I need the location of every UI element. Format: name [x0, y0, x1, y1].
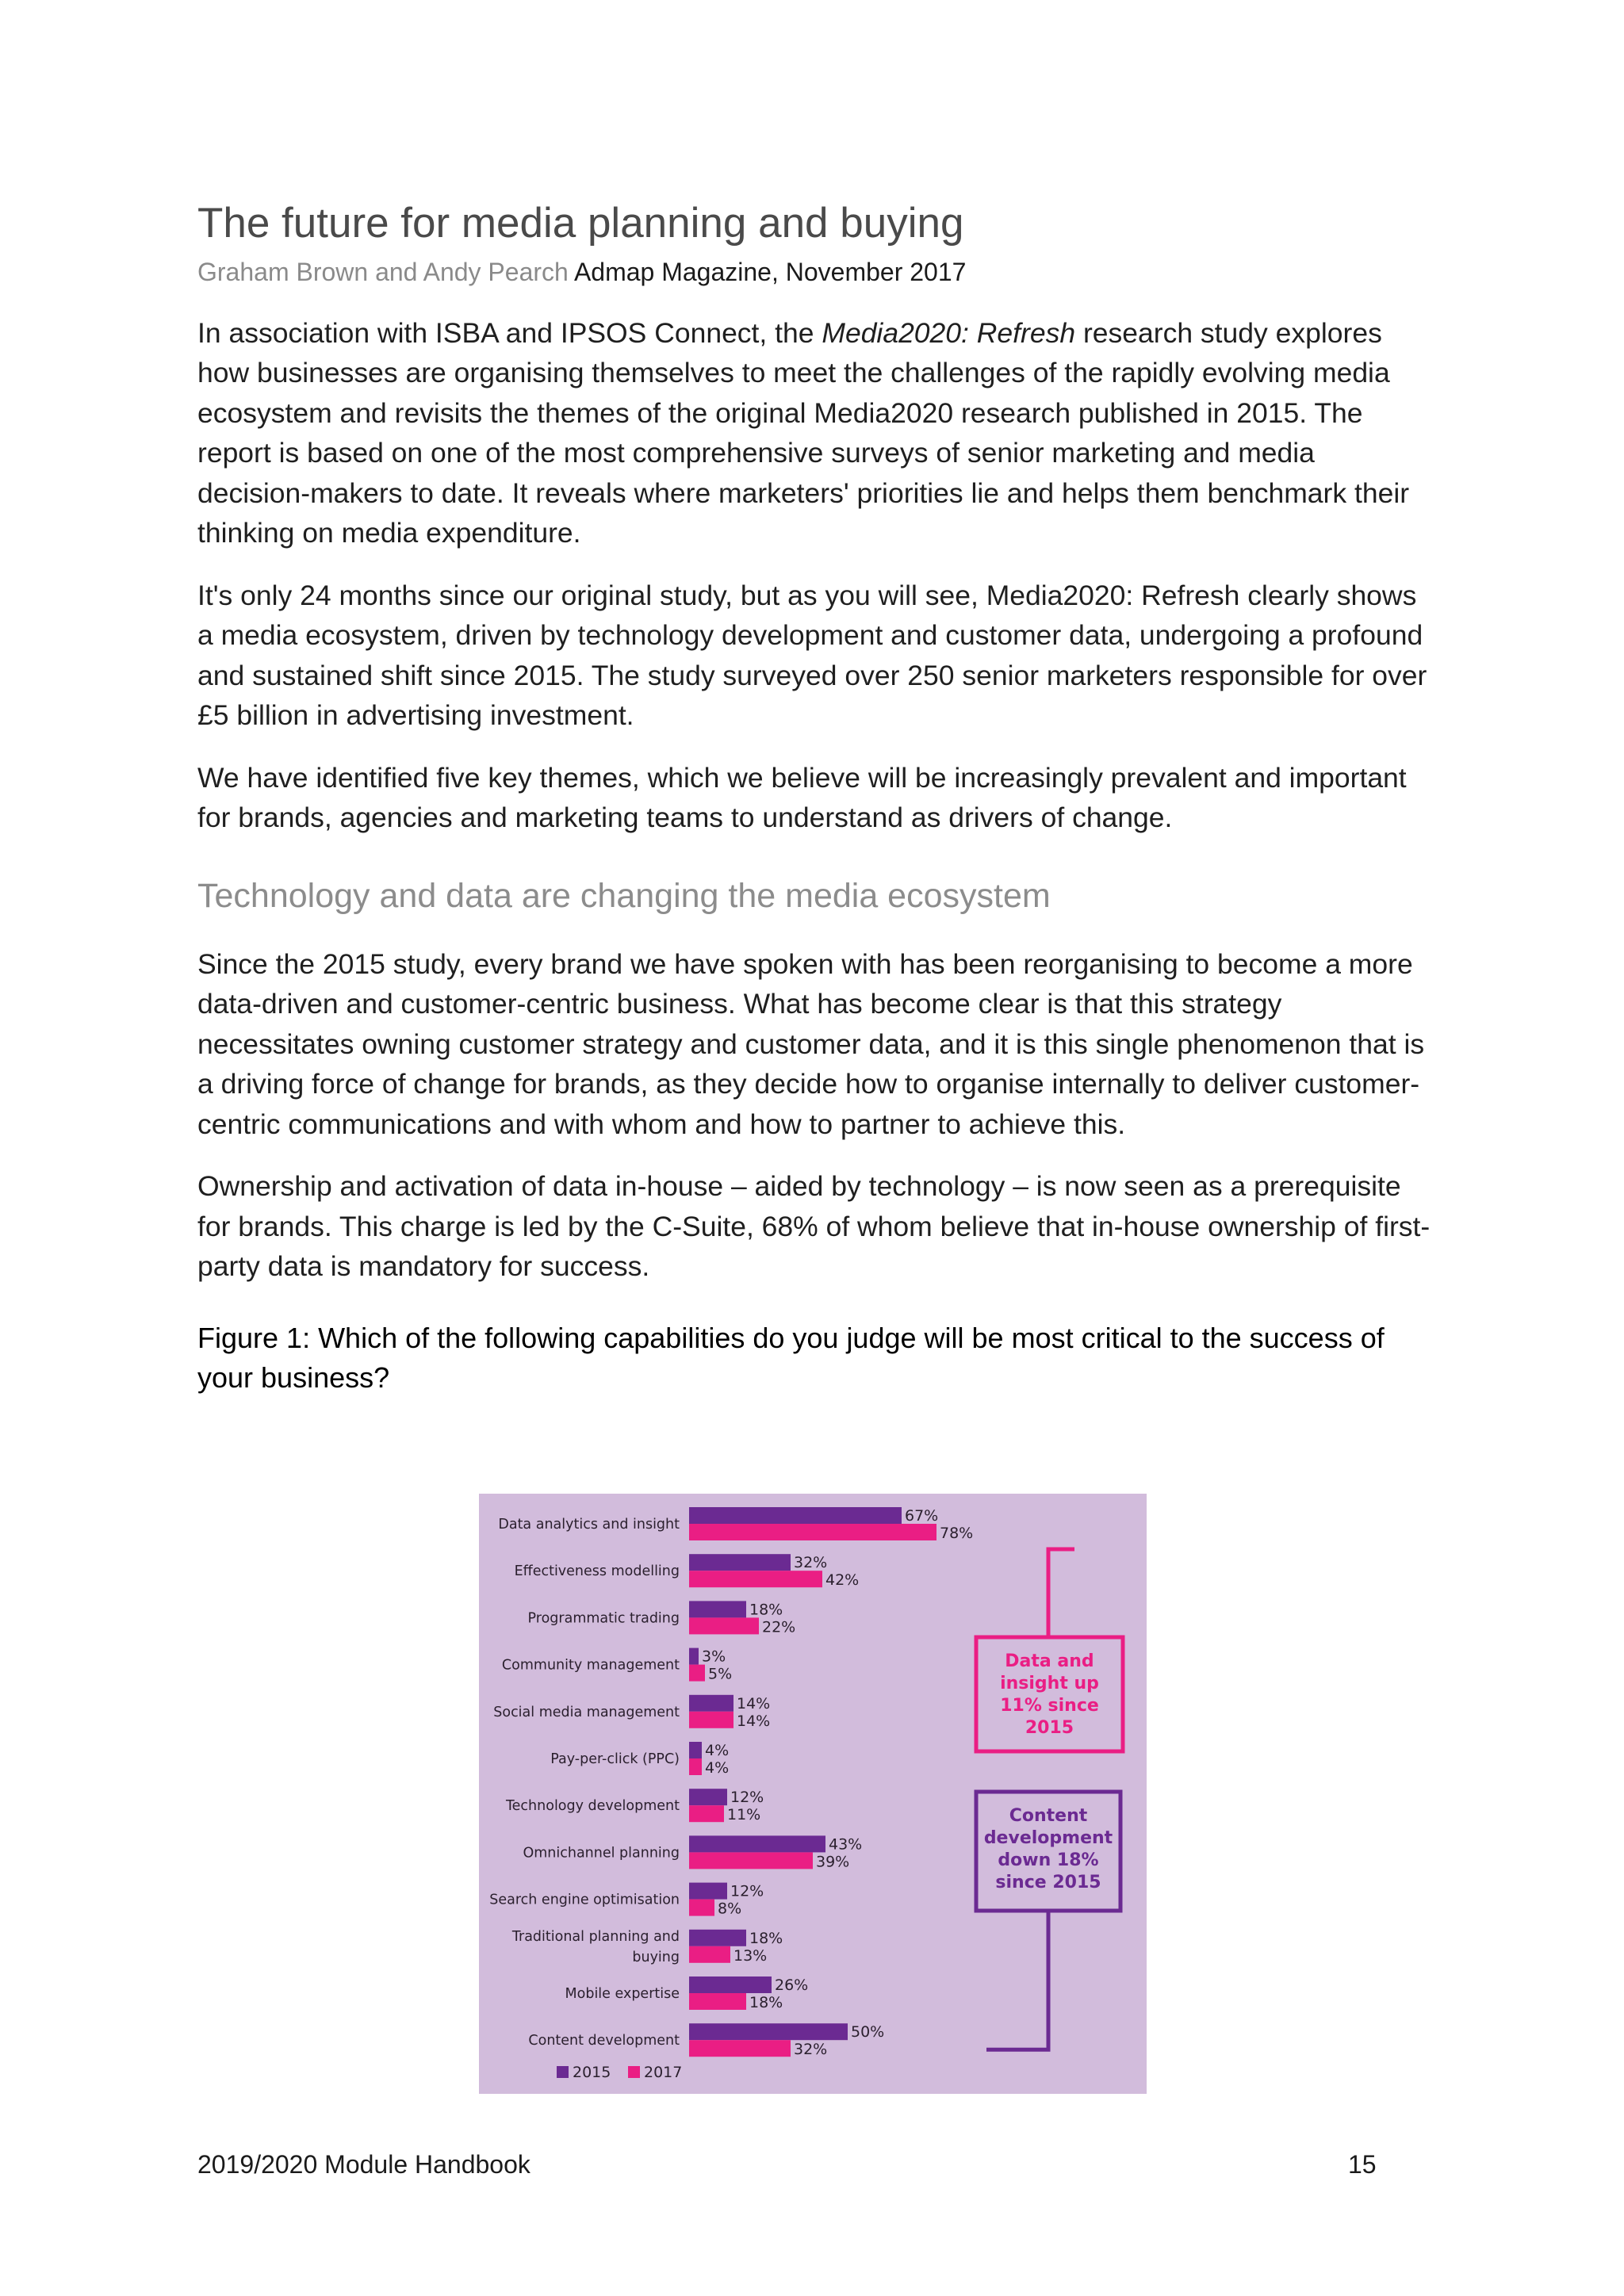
- data-label-2017: 78%: [940, 1525, 974, 1542]
- bar-2017: [689, 1758, 702, 1775]
- data-label-2017: 11%: [727, 1806, 761, 1824]
- bar-2015: [689, 1507, 902, 1524]
- bar-2015: [689, 1835, 825, 1852]
- annotation-text: insight up: [1000, 1674, 1099, 1693]
- byline-source: Admap Magazine, November 2017: [568, 257, 967, 286]
- annotation-text: 11% since: [1000, 1696, 1099, 1716]
- paragraph-3: We have identified five key themes, which we believe will be increasingly prevalent and important for brands, agencies and marketing teams to understand as drivers of change.: [197, 761, 1407, 834]
- data-label-2015: 32%: [794, 1554, 828, 1572]
- annotation-text: development: [983, 1828, 1113, 1848]
- data-label-2015: 18%: [749, 1601, 783, 1619]
- bar-2015: [689, 1976, 772, 1993]
- category-label: Technology development: [505, 1798, 680, 1815]
- connector-content: [986, 1911, 1048, 2049]
- bar-2017: [689, 1852, 813, 1869]
- data-label-2017: 42%: [825, 1571, 860, 1590]
- bar-2017: [689, 1993, 746, 2010]
- data-label-2015: 26%: [775, 1976, 809, 1994]
- data-label-2017: 13%: [733, 1946, 768, 1965]
- category-label: Community management: [501, 1657, 680, 1674]
- bar-2017: [689, 1805, 724, 1822]
- byline: [197, 255, 1434, 289]
- bar-2015: [689, 1554, 791, 1571]
- category-label: Data analytics and insight: [498, 1517, 680, 1533]
- data-label-2017: 18%: [749, 1994, 783, 2011]
- legend-swatch-2015: [557, 2066, 569, 2078]
- bar-2015: [689, 1930, 746, 1946]
- footer-page-number: 15: [1348, 2150, 1377, 2179]
- bar-2017: [689, 1617, 759, 1634]
- data-label-2015: 18%: [749, 1929, 783, 1947]
- data-label-2017: 22%: [762, 1618, 796, 1636]
- annotation-text: 2015: [1025, 1718, 1074, 1738]
- bar-2015: [689, 1883, 727, 1900]
- bar-2017: [689, 1571, 822, 1587]
- category-label: Content development: [528, 2033, 680, 2049]
- paragraph-2: It's only 24 months since our original study, but as you will see, Media2020: Refresh clearly shows a media ecosystem, driven by technology development and customer data, undergoing a profound and sustained shift since 2015. The study surveyed over 250 senior marketers responsible for over £5 billion in advertising investment.: [197, 579, 1427, 732]
- legend-label-2017: 2017: [644, 2064, 683, 2081]
- study-title: Media2020: Refresh: [822, 316, 1076, 349]
- bar-chart-svg: [479, 1494, 1147, 2094]
- bar-2017: [689, 1665, 705, 1682]
- legend-swatch-2017: [628, 2066, 640, 2078]
- data-label-2015: 50%: [851, 2023, 885, 2042]
- bar-2017: [689, 1900, 714, 1916]
- data-label-2015: 67%: [905, 1507, 939, 1525]
- category-label: Effectiveness modelling: [514, 1563, 680, 1580]
- annotation-text: Content: [1009, 1806, 1088, 1826]
- legend-label-2015: 2015: [573, 2064, 611, 2081]
- data-label-2017: 4%: [705, 1759, 730, 1777]
- data-label-2017: 14%: [737, 1712, 771, 1730]
- category-label: Programmatic trading: [527, 1610, 680, 1627]
- category-label: Traditional planning and: [511, 1928, 680, 1945]
- article-title: The future for media planning and buying: [197, 200, 964, 247]
- bar-2017: [689, 1946, 730, 1963]
- figure-1-chart: [479, 1494, 1147, 2094]
- data-label-2015: 12%: [730, 1789, 764, 1807]
- data-label-2017: 32%: [794, 2041, 828, 2059]
- category-label: Social media management: [493, 1704, 680, 1720]
- bar-2015: [689, 1601, 746, 1617]
- connector-data: [1048, 1549, 1074, 1637]
- category-label: Search engine optimisation: [489, 1892, 680, 1908]
- bar-2015: [689, 1742, 702, 1758]
- bar-2017: [689, 2040, 791, 2057]
- bar-2015: [689, 1695, 733, 1712]
- data-label-2017: 8%: [718, 1900, 742, 1918]
- data-label-2015: 12%: [730, 1882, 764, 1900]
- paragraph-1-end: research study explores how businesses are organising themselves to meet the challenges of the rapidly evolving media ecosystem and revisits the themes of the original Media2020 research published in 2015. The report is based on one of the most comprehensive surveys of senior marketing and media decision-makers to date. It reveals where marketers' priorities lie and helps them benchmark their thinking on media expenditure.: [197, 316, 1410, 549]
- annotation-text: Data and: [1005, 1651, 1094, 1671]
- data-label-2017: 39%: [816, 1853, 850, 1871]
- figure-caption: Figure 1: Which of the following capabilities do you judge will be most critical to the success of your business?: [197, 1321, 1385, 1394]
- section-heading: Technology and data are changing the media ecosystem: [197, 876, 1051, 915]
- data-label-2017: 5%: [708, 1665, 733, 1683]
- bar-2017: [689, 1712, 733, 1728]
- bar-2015: [689, 1648, 699, 1665]
- category-label: Mobile expertise: [565, 1986, 680, 2002]
- annotation-text: down 18%: [998, 1850, 1099, 1870]
- data-label-2015: 3%: [702, 1647, 726, 1666]
- paragraph-1: [197, 313, 1434, 553]
- category-label: Pay-per-click (PPC): [550, 1751, 680, 1767]
- byline-authors: Graham Brown and Andy Pearch: [197, 257, 569, 286]
- bar-2015: [689, 2023, 848, 2040]
- category-label: Omnichannel planning: [523, 1845, 680, 1862]
- data-label-2015: 4%: [705, 1742, 730, 1759]
- bar-2015: [689, 1789, 727, 1805]
- article: [197, 198, 1434, 1398]
- paragraph-5: Ownership and activation of data in-house – aided by technology – is now seen as a prerequisite for brands. This charge is led by the C-Suite, 68% of whom believe that in-house ownership of first-party data is mandatory for success.: [197, 1170, 1431, 1283]
- category-label: buying: [632, 1949, 680, 1965]
- paragraph-4: Since the 2015 study, every brand we have spoken with has been reorganising to become a more data-driven and customer-centric business. What has become clear is that this strategy necessitates owning customer strategy and customer data, and it is this single phenomenon that is a driving force of change for brands, as they decide how to organise internally to deliver customer-centric communications and with whom and how to partner to achieve this.: [197, 947, 1425, 1140]
- paragraph-1-start: In association with ISBA and IPSOS Connect, the: [197, 316, 822, 349]
- footer-left: 2019/2020 Module Handbook: [197, 2150, 530, 2179]
- annotation-text: since 2015: [995, 1873, 1101, 1892]
- data-label-2015: 14%: [737, 1694, 771, 1712]
- bar-2017: [689, 1524, 936, 1540]
- data-label-2015: 43%: [829, 1835, 863, 1854]
